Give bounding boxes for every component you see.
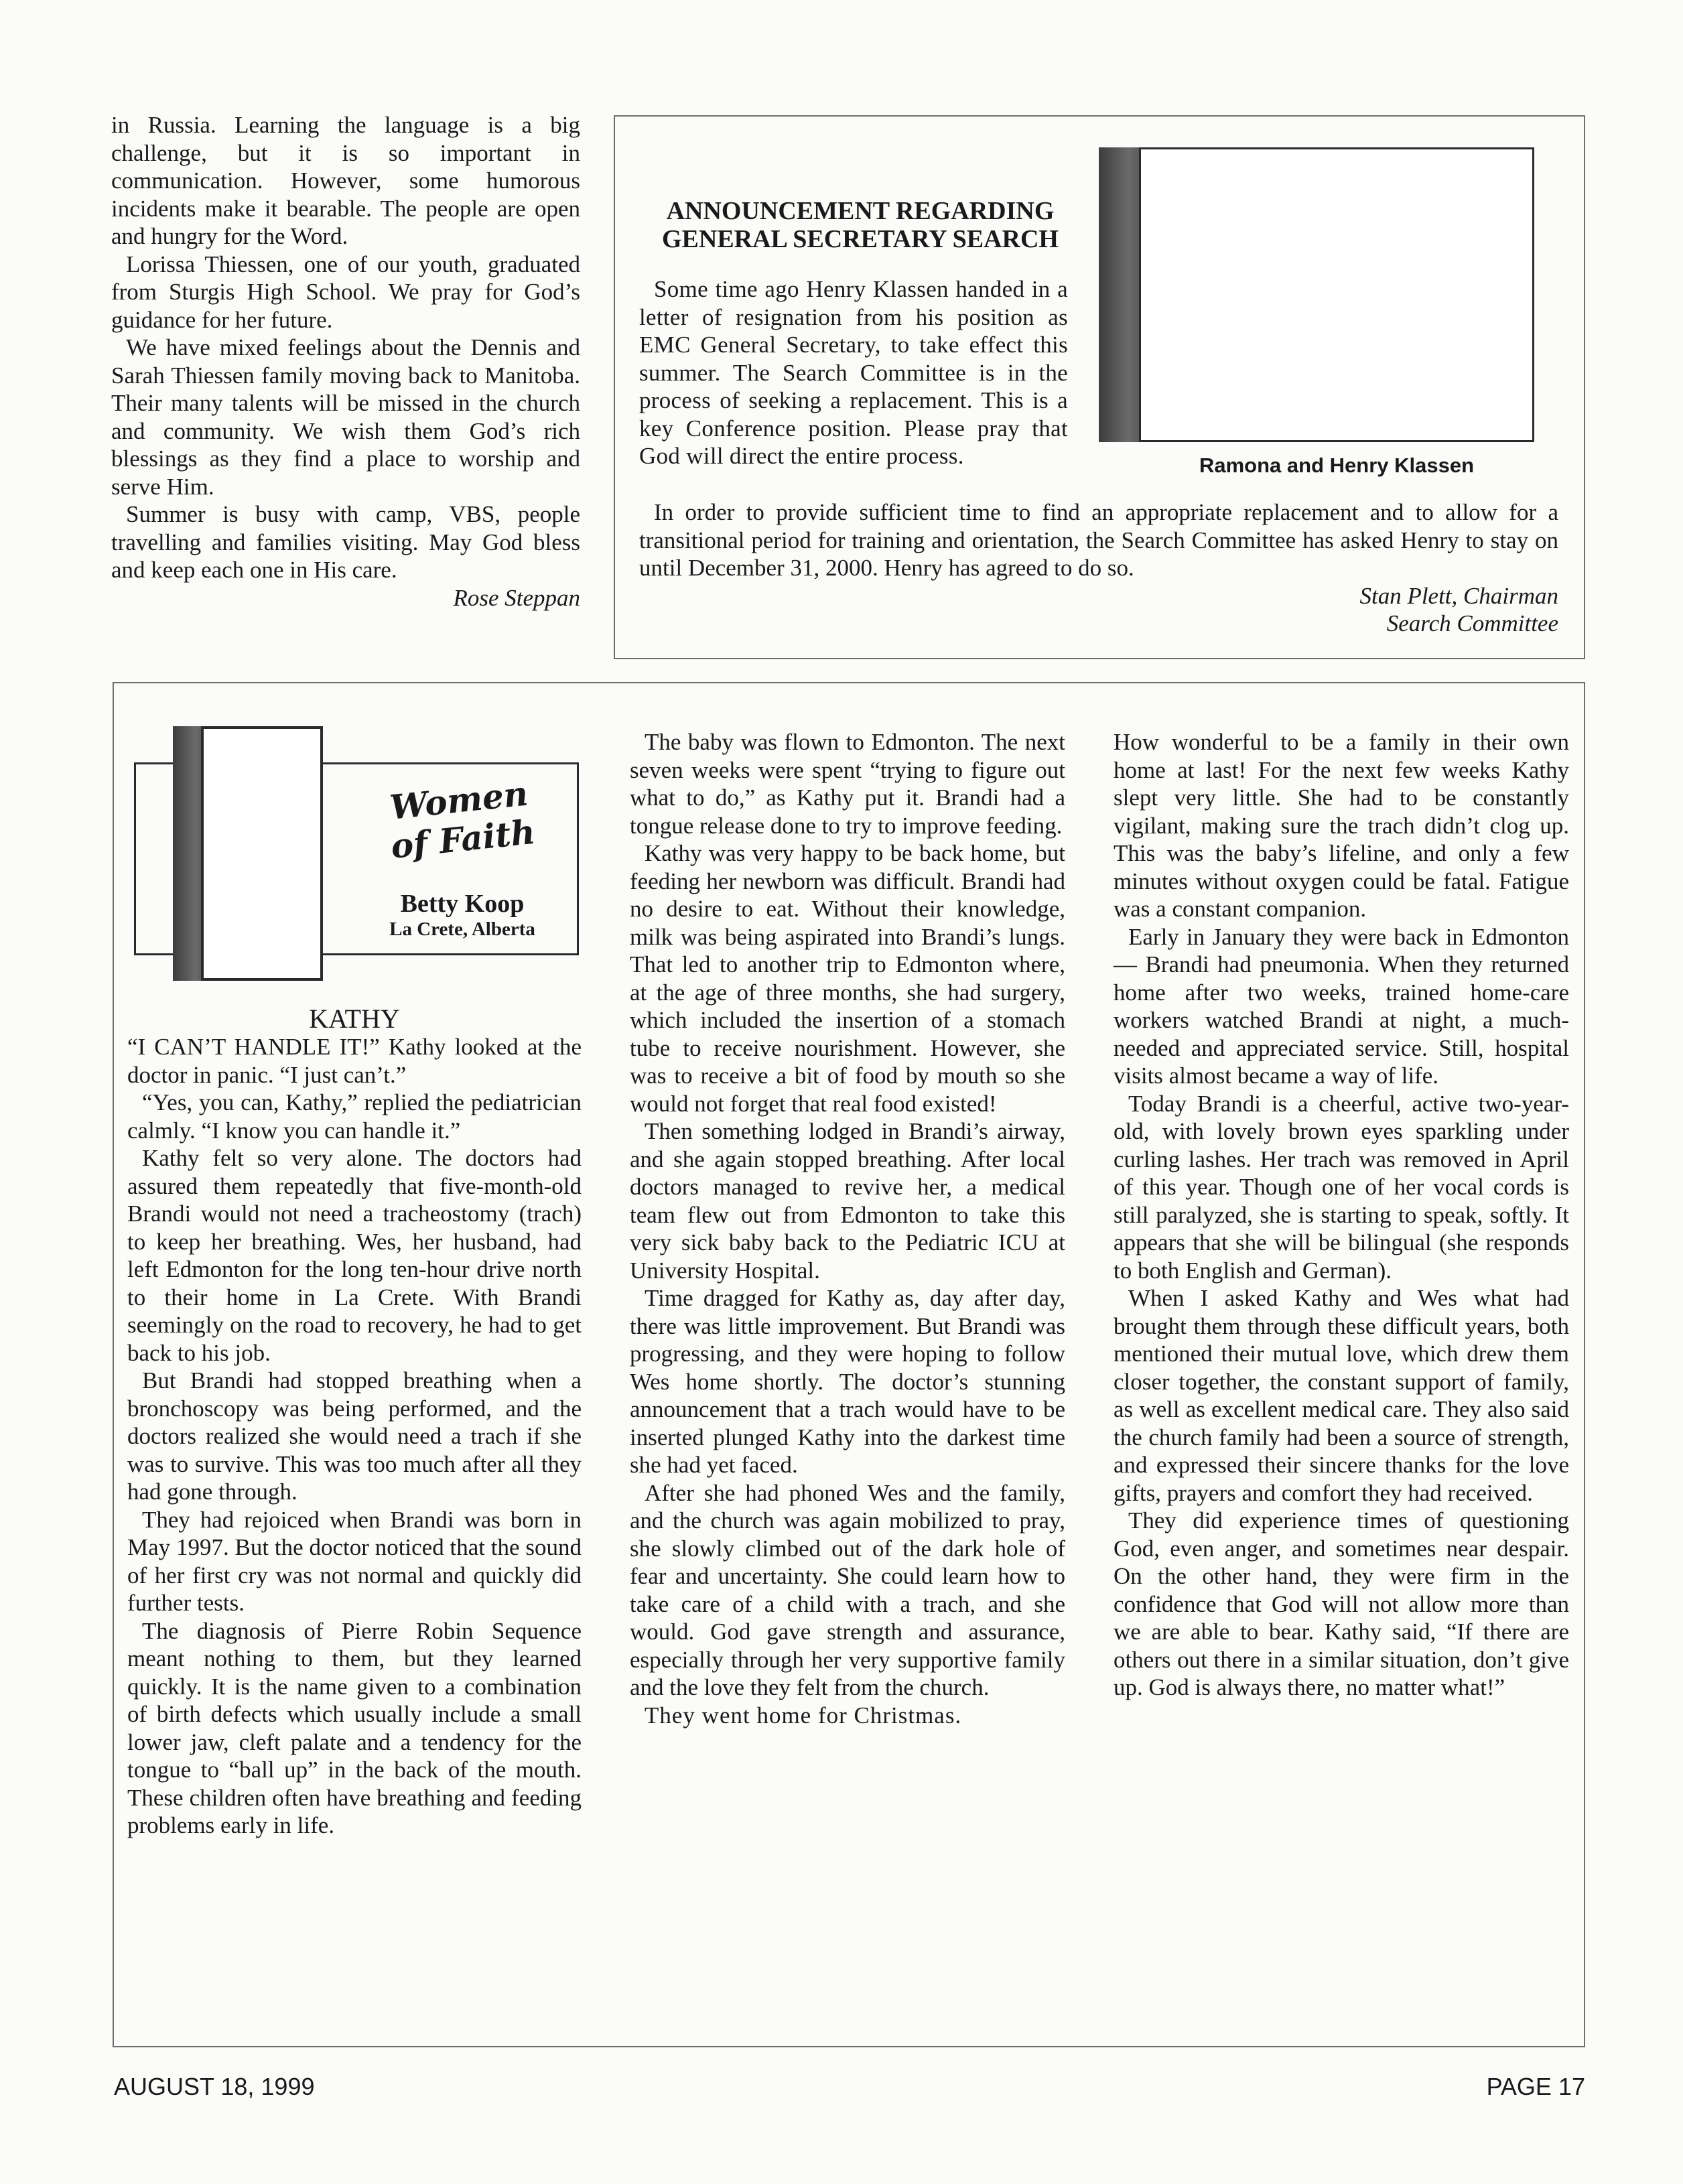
announcement-heading-line: GENERAL SECRETARY SEARCH	[661, 225, 1059, 253]
announcement-paragraph-2	[639, 498, 1558, 638]
kathy-paragraph: When I asked Kathy and Wes what had brought them through these difficult years, both mentioned their mutual love, which drew them closer together, the constant support of family, as well as excellent medical care. They also said the church family had been a source of strength, and expressed their sincere thanks for the love gifts, prayers and comfort they had received.	[1114, 1285, 1569, 1506]
top-left-paragraph: Summer is busy with camp, VBS, people travelling and families visiting. May God bless and keep each one in His care.	[111, 501, 580, 583]
kathy-paragraph: How wonderful to be a family in their own home at last! For the next few weeks Kathy slept very little. She had to be constantly vigilant, making sure the trach didn’t clog up. This was the baby’s lifeline, and only a few minutes without oxygen could be fatal. Fatigue was a constant companion.	[1114, 729, 1569, 922]
kathy-heading: KATHY	[309, 1004, 400, 1034]
announcement-heading-line: ANNOUNCEMENT REGARDING	[666, 197, 1055, 225]
author-location: La Crete, Alberta	[389, 918, 535, 940]
author-name: Betty Koop	[400, 890, 525, 918]
announcement-heading	[639, 197, 1081, 257]
kathy-paragraph: Then something lodged in Brandi’s airway, and she again stopped breathing. After local doctors managed to revive her, a medical team flew out from Edmonton to take this very sick baby back to the Pediatric ICU at University Hospital.	[630, 1118, 1065, 1284]
kathy-paragraph: They did experience times of questioning God, even anger, and sometimes near despair. On the other hand, they were firm in the confidence that God will not allow more than we are able to bear. Kathy said, “If there are others out there in a similar situation, don’t give up. God is always there, no matter what!”	[1114, 1507, 1569, 1700]
kathy-column-3	[1114, 728, 1569, 1702]
kathy-paragraph: Kathy felt so very alone. The doctors had assured them repeatedly that five-month-old Brandi would not need a tracheostomy (trach) to keep her breathing. Wes, her husband, had left Edmonton for the long ten-hour drive north to their home in La Crete. With Brandi seemingly on the road to recovery, he had to get back to his job.	[127, 1145, 582, 1366]
kathy-column-2	[630, 728, 1065, 1729]
top-left-column	[111, 111, 580, 612]
kathy-paragraph: But Brandi had stopped breathing when a bronchoscopy was being performed, and the doctors realized she would need a trach if she was to survive. This was too much after all they had gone through.	[127, 1367, 582, 1505]
author-photo	[201, 726, 323, 981]
kathy-paragraph: Time dragged for Kathy as, day after day, there was little improvement. But Brandi was progressing, and they were hoping to follow Wes home shortly. The doctor’s stunning announcement that a trach would have to be inserted plunged Kathy into the darkest time she had yet faced.	[630, 1285, 1065, 1478]
announcement-body-text: In order to provide sufficient time to find an appropriate replacement and to allow for a transitional period for training and orientation, the Search Committee has asked Henry to stay on until December 31, 2000. Henry has agreed to do so.	[639, 499, 1558, 581]
announcement-signature-line: Search Committee	[1386, 610, 1558, 636]
kathy-paragraph: “I CAN’T HANDLE IT!” Kathy looked at the doctor in panic. “I just can’t.”	[127, 1034, 582, 1088]
kathy-paragraph: Today Brandi is a cheerful, active two-year-old, with lovely brown eyes sparkling under curling lashes. Her trach was removed in April of this year. Though one of her vocal cords is still paralyzed, she is starting to speak, softly. It appears that she will be bilingual (she responds to both English and German).	[1114, 1090, 1569, 1284]
kathy-paragraph: After she had phoned Wes and the family, and the church was again mobilized to pray, she slowly climbed out of the dark hole of fear and uncertainty. She could learn how to take care of a child with a trach, and she would. God gave strength and assurance, especially through her very supportive family and the love they felt from the church.	[630, 1479, 1065, 1700]
photo-caption: Ramona and Henry Klassen	[1199, 454, 1475, 477]
top-left-paragraph: Lorissa Thiessen, one of our youth, graduated from Sturgis High School. We pray for God’s guidance for her future.	[111, 251, 580, 333]
women-of-faith-title-line: of Faith	[389, 811, 537, 866]
footer-page-number: PAGE 17	[1486, 2073, 1585, 2100]
kathy-paragraph: The baby was flown to Edmonton. The next seven weeks were spent “trying to figure out what to do,” as Kathy put it. Brandi had a tongue release done to try to improve feeding.	[630, 729, 1065, 839]
women-of-faith-title-line: Women	[388, 773, 530, 827]
kathy-paragraph: The diagnosis of Pierre Robin Sequence meant nothing to them, but they learned quickly. It is the name given to a combination of birth defects which usually include a small lower jaw, cleft palate and a tendency for the tongue to “ball up” in the back of the mouth. These children often have breathing and feeding problems early in life.	[127, 1617, 582, 1838]
announcement-signature-line: Stan Plett, Chairman	[1359, 582, 1558, 609]
kathy-paragraph: Kathy was very happy to be back home, but feeding her newborn was difficult. Brandi had no desire to eat. Without their knowledge, milk was being aspirated into Brandi’s lungs. That led to another trip to Edmonton where, at the age of three months, she had surgery, which included the insertion of a stomach tube to receive nourishment. However, she was to receive a bit of food by mouth so she would not forget that real food existed!	[630, 840, 1065, 1117]
announcement-body-text: Some time ago Henry Klassen handed in a letter of resignation from his position as EMC General Secretary, to take effect this summer. The Search Committee is in the process of seeking a replacement. This is a key Conference position. Please pray that God will direct the entire process.	[639, 276, 1068, 469]
top-left-signature: Rose Steppan	[453, 584, 580, 611]
announcement-paragraph-1	[639, 275, 1068, 470]
top-left-paragraph: We have mixed feelings about the Dennis and Sarah Thiessen family moving back to Manitoba. Their many talents will be missed in the church and community. We wish them God’s rich blessings as they find a place to worship and serve Him.	[111, 334, 580, 500]
kathy-paragraph: They had rejoiced when Brandi was born in May 1997. But the doctor noticed that the sound of her first cry was not normal and quickly did further tests.	[127, 1506, 582, 1616]
top-left-paragraph: in Russia. Learning the language is a big challenge, but it is so important in communication. However, some humorous incidents make it bearable. The people are open and hungry for the Word.	[111, 112, 580, 249]
kathy-paragraph: They went home for Christmas.	[645, 1702, 962, 1728]
kathy-column-1	[127, 1005, 582, 1840]
kathy-paragraph: Early in January they were back in Edmonton — Brandi had pneumonia. When they returned home after two weeks, trained home-care workers watched Brandi at night, a much-needed and appreciated service. Still, hospital visits almost became a way of life.	[1114, 923, 1569, 1089]
klassen-photo	[1139, 147, 1534, 442]
kathy-paragraph: “Yes, you can, Kathy,” replied the pediatrician calmly. “I know you can handle it.”	[127, 1089, 582, 1144]
footer-date: AUGUST 18, 1999	[114, 2073, 315, 2100]
